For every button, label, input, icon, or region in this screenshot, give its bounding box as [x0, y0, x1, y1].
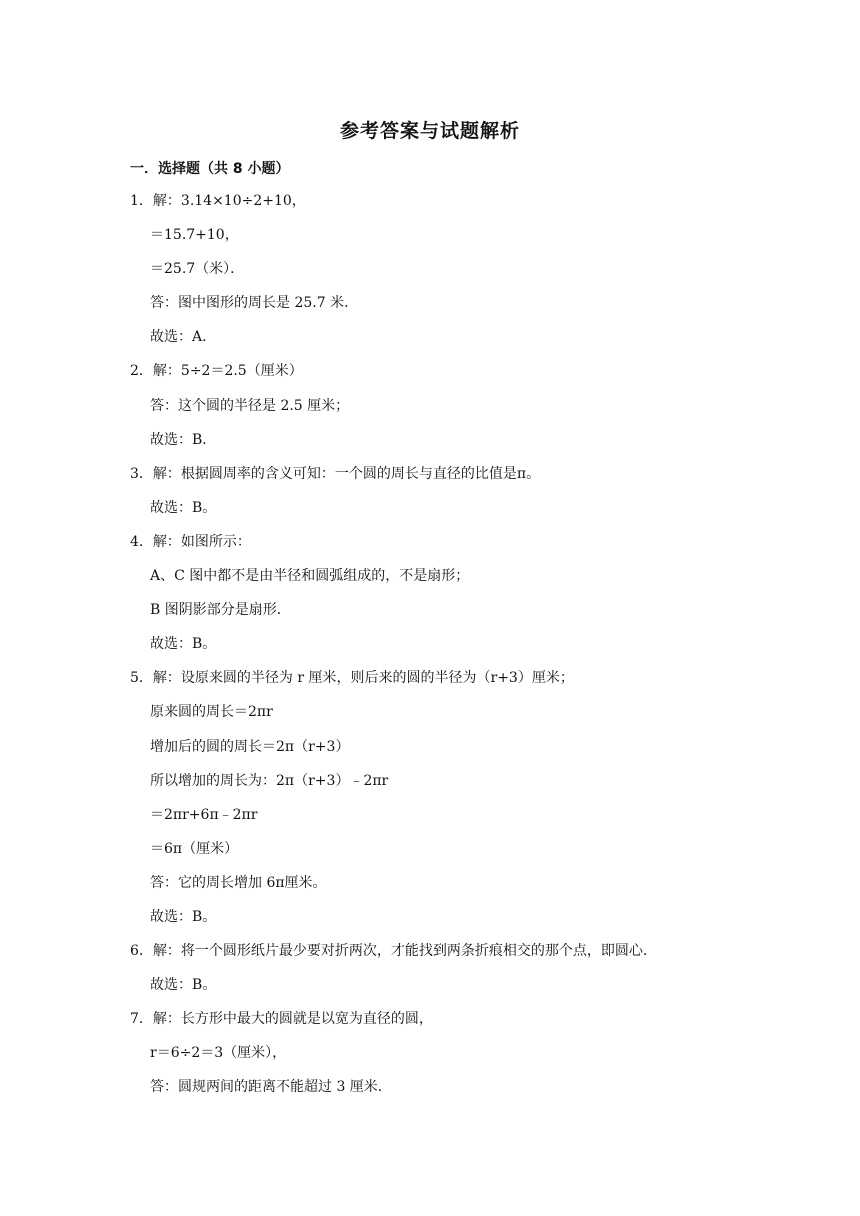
answer-step-line: A、C 图中都不是由半径和圆弧组成的，不是扇形； — [150, 568, 470, 585]
answer-step-line: 故选：B。 — [150, 908, 217, 925]
answer-step-line: ＝15.7+10， — [150, 227, 239, 244]
answer-step-line: 原来圆的周长＝2πr — [150, 704, 273, 721]
answer-step-line: 答：这个圆的半径是 2.5 厘米； — [150, 397, 350, 414]
answer-step-line: ＝25.7（米）． — [150, 261, 245, 278]
answer-item-line: 6．解：将一个圆形纸片最少要对折两次，才能找到两条折痕相交的那个点，即圆心． — [130, 943, 657, 960]
answer-step-line: 故选：B。 — [150, 977, 217, 994]
answer-step-line: 故选：B。 — [150, 499, 217, 516]
answer-step-line: ＝6π（厘米） — [150, 840, 239, 857]
answer-step-line: 答：图中图形的周长是 25.7 米． — [150, 295, 359, 312]
answer-step-line: 故选：B。 — [150, 636, 217, 653]
answer-item-line: 3．解：根据圆周率的含义可知：一个圆的周长与直径的比值是π。 — [130, 465, 541, 482]
answer-step-line: B 图阴影部分是扇形． — [150, 602, 291, 619]
answer-step-line: 答：它的周长增加 6π厘米。 — [150, 874, 327, 891]
answer-step-line: 增加后的圆的周长＝2π（r+3） — [150, 738, 350, 755]
answer-step-line: 故选：B． — [150, 431, 217, 448]
answer-item-line: 5．解：设原来圆的半径为 r 厘米，则后来的圆的半径为（r+3）厘米； — [130, 670, 574, 687]
answer-item-line: 1．解：3.14×10÷2+10， — [130, 193, 306, 209]
answer-item-line: 2．解：5÷2＝2.5（厘米） — [130, 363, 303, 380]
answer-step-line: 答：圆规两间的距离不能超过 3 厘米． — [150, 1079, 392, 1096]
answer-step-line: ＝2πr+6π﹣2πr — [150, 806, 258, 823]
page-title: 参考答案与试题解析 — [339, 120, 520, 142]
answer-step-line: r＝6÷2＝3（厘米）， — [150, 1045, 287, 1062]
answer-step-line: 故选：A． — [150, 329, 217, 346]
answer-step-line: 所以增加的周长为：2π（r+3）﹣2πr — [150, 772, 389, 789]
section-heading: 一．选择题（共 8 小题） — [130, 161, 290, 177]
answer-item-line: 7．解：长方形中最大的圆就是以宽为直径的圆， — [130, 1011, 433, 1028]
answer-lines — [0, 190, 860, 1111]
answer-item-line: 4．解：如图所示： — [130, 533, 251, 550]
